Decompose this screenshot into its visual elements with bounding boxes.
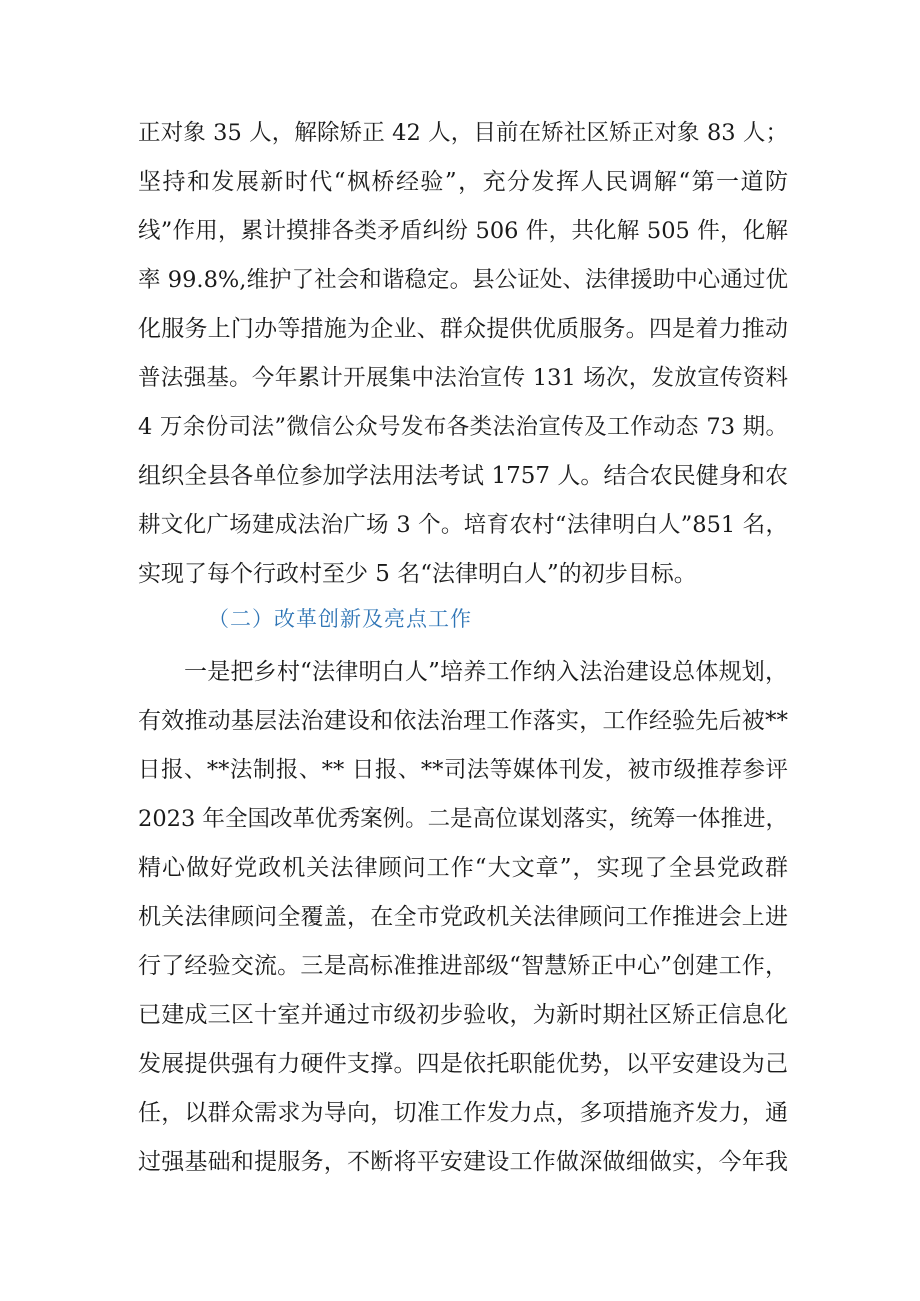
paragraph-line: 坚持和发展新时代“枫桥经验”，充分发挥人民调解“第一道防 (138, 169, 788, 195)
paragraph-line: 过强基础和提服务，不断将平安建设工作做深做细做实，今年我 (138, 1149, 788, 1175)
paragraph-line: 日报、**法制报、** 日报、**司法等媒体刊发，被市级推荐参评 (138, 757, 788, 783)
section-heading: （二）改革创新及亮点工作 (208, 607, 472, 631)
paragraph-line: 任，以群众需求为导向，切准工作发力点，多项措施齐发力，通 (138, 1100, 788, 1126)
paragraph-line: 4 万余份司法”微信公众号发布各类法治宣传及工作动态 73 期。 (138, 414, 788, 440)
paragraph-line: 一是把乡村“法律明白人”培养工作纳入法治建设总体规划， (184, 659, 788, 685)
paragraph-line: 发展提供强有力硬件支撑。四是依托职能优势，以平安建设为己 (138, 1051, 788, 1077)
paragraph-line: 组织全县各单位参加学法用法考试 1757 人。结合农民健身和农 (138, 463, 788, 489)
paragraph-line: 2023 年全国改革优秀案例。二是高位谋划落实，统筹一体推进， (138, 806, 788, 832)
paragraph-line: 机关法律顾问全覆盖，在全市党政机关法律顾问工作推进会上进 (138, 904, 788, 930)
paragraph-line: 正对象 35 人，解除矫正 42 人，目前在矫社区矫正对象 83 人； (138, 120, 788, 146)
paragraph-line: 线”作用，累计摸排各类矛盾纠纷 506 件，共化解 505 件，化解 (138, 218, 788, 244)
paragraph-line: 精心做好党政机关法律顾问工作“大文章”，实现了全县党政群 (138, 855, 788, 881)
paragraph-line: 已建成三区十室并通过市级初步验收，为新时期社区矫正信息化 (138, 1002, 788, 1028)
paragraph-line: 普法强基。今年累计开展集中法治宣传 131 场次，发放宣传资料 (138, 365, 788, 391)
paragraph-line: 有效推动基层法治建设和依法治理工作落实，工作经验先后被** (138, 708, 788, 734)
paragraph-line: 行了经验交流。三是高标准推进部级“智慧矫正中心”创建工作， (138, 953, 788, 979)
paragraph-line: 耕文化广场建成法治广场 3 个。培育农村“法律明白人”851 名， (138, 512, 788, 538)
paragraph-line: 化服务上门办等措施为企业、群众提供优质服务。四是着力推动 (138, 316, 788, 342)
paragraph-line: 实现了每个行政村至少 5 名“法律明白人”的初步目标。 (138, 561, 697, 587)
paragraph-line: 率 99.8%,维护了社会和谐稳定。县公证处、法律援助中心通过优 (138, 267, 788, 293)
